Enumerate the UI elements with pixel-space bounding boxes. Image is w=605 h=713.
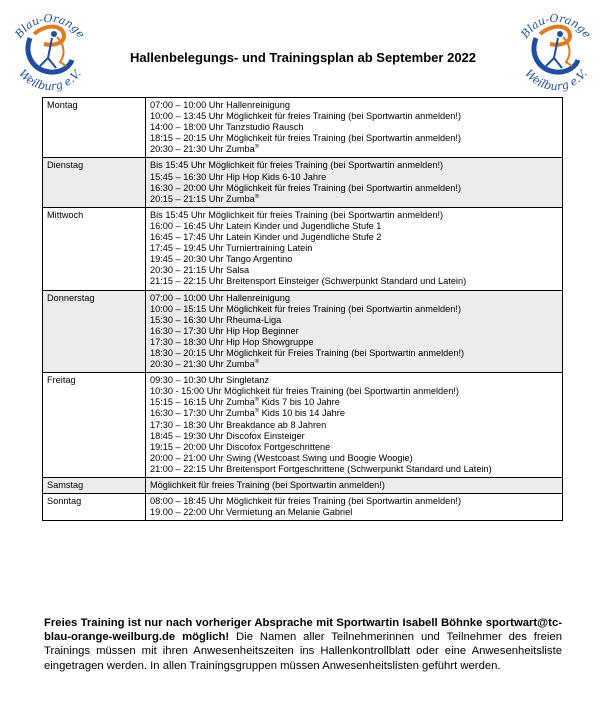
schedule-entry <box>150 315 558 326</box>
club-logo-left <box>4 4 96 94</box>
schedule-entry <box>150 122 558 133</box>
entries-cell <box>146 290 563 373</box>
schedule-entry <box>150 375 558 386</box>
entry-text: 20:15 – 21:15 Uhr Zumba <box>150 193 255 204</box>
schedule-row <box>43 290 563 373</box>
schedule-entry <box>150 464 558 475</box>
schedule-row <box>43 494 563 521</box>
entries-cell <box>146 98 563 158</box>
schedule-row <box>43 158 563 207</box>
entry-text: 09:30 – 10:30 Uhr Singletanz <box>150 375 270 386</box>
schedule-entry <box>150 431 558 442</box>
schedule-entry <box>150 507 558 518</box>
schedule-entry <box>150 276 558 287</box>
entries-cell <box>146 373 563 478</box>
registered-mark: ® <box>254 359 260 365</box>
entry-text: 17:45 – 19:45 Uhr Turniertraining Latein <box>150 243 313 254</box>
entry-text: 17:30 – 18:30 Uhr Hip Hop Showgruppe <box>150 336 314 347</box>
logo-text-top: Blau-Orange <box>518 11 594 41</box>
entry-text: 19:45 – 20:30 Uhr Tango Argentino <box>150 254 293 265</box>
schedule-entry <box>150 183 558 194</box>
entry-text: 16:45 – 17:45 Uhr Latein Kinder und Jugendliche Stufe 2 <box>150 232 382 243</box>
schedule-row <box>43 373 563 478</box>
entry-text: 19.00 – 22:00 Uhr Vermietung an Melanie Gabriel <box>150 507 353 518</box>
entry-text: 21:00 – 22:15 Uhr Breitensport Fortgeschrittene (Schwerpunkt Standard und Latein) <box>150 463 492 474</box>
schedule-entry <box>150 133 558 144</box>
entry-text: 08:00 – 18:45 Uhr Möglichkeit für freies Training (bei Sportwartin anmelden!) <box>150 496 462 507</box>
schedule-entry <box>150 210 558 221</box>
entry-text: 21:15 – 22:15 Uhr Breitensport Einsteiger (Schwerpunkt Standard und Latein) <box>150 276 467 287</box>
entry-text: 15:45 – 16:30 Uhr Hip Hop Kids 6-10 Jahre <box>150 171 327 182</box>
entry-text: 07:00 – 10:00 Uhr Hallenreinigung <box>150 100 290 110</box>
entry-text: Bis 15:45 Uhr Möglichkeit für freies Training (bei Sportwartin anmelden!) <box>150 160 444 171</box>
schedule-entry <box>150 408 558 419</box>
entry-text: 20:00 – 21:00 Uhr Swing (Westcoast Swing und Boogie Woogie) <box>150 452 413 463</box>
schedule-entry <box>150 359 558 370</box>
registered-mark: ® <box>254 408 260 415</box>
entry-text: 18:15 – 20:15 Uhr Möglichkeit für freies Training (bei Sportwartin anmelden!) <box>150 133 462 144</box>
schedule-entry <box>150 172 558 183</box>
schedule-entry <box>150 100 558 111</box>
schedule-row <box>43 98 563 158</box>
entry-text: 16:30 – 20:00 Uhr Möglichkeit für freies Training (bei Sportwartin anmelden!) <box>150 182 462 193</box>
schedule-row <box>43 207 563 290</box>
schedule-entry <box>150 232 558 243</box>
page-title: Hallenbelegungs- und Trainingsplan ab September 2022 <box>129 50 477 65</box>
entry-text: 18:45 – 19:30 Uhr Discofox Einsteiger <box>150 430 305 441</box>
schedule-entry <box>150 265 558 276</box>
entry-text-after: Kids 10 bis 14 Jahre <box>259 408 345 419</box>
entry-text: 16:30 – 17:30 Uhr Hip Hop Beginner <box>150 325 299 336</box>
entry-text: 15:30 – 16:30 Uhr Rheuma-Liga <box>150 314 282 325</box>
footer-text: Die Namen aller Teilnehmerinnen und Teilnehmer des freien Trainings müssen mit ihren Anwesenheitszeiten ins Hallenkontrollblatt oder eine Anwesenheitsliste eingetragen werden. In allen Trainingsgruppen müssen Anwesenheitslisten geführt werden. <box>44 631 562 672</box>
registered-mark: ® <box>254 193 260 200</box>
entry-text: 16:30 – 17:30 Uhr Zumba <box>150 408 255 419</box>
entry-text: Bis 15:45 Uhr Möglichkeit für freies Training (bei Sportwartin anmelden!) <box>150 209 444 220</box>
registered-mark: ® <box>254 397 260 404</box>
day-cell: Montag <box>43 98 146 158</box>
day-cell: Samstag <box>43 478 146 494</box>
entry-text: 10:00 – 15:15 Uhr Möglichkeit für freies Training (bei Sportwartin anmelden!) <box>150 303 462 314</box>
schedule-entry <box>150 160 558 171</box>
entry-text: 10:00 – 13:45 Uhr Möglichkeit für freies Training (bei Sportwartin anmelden!) <box>150 111 462 122</box>
schedule-entry <box>150 348 558 359</box>
schedule-entry <box>150 453 558 464</box>
schedule-entry <box>150 386 558 397</box>
entries-cell <box>146 478 563 494</box>
entry-text: Möglichkeit für freies Training (bei Sportwartin anmelden!) <box>150 480 385 490</box>
schedule-entry <box>150 326 558 337</box>
schedule-entry <box>150 194 558 205</box>
club-logo-right <box>510 4 602 94</box>
entry-text: 07:00 – 10:00 Uhr Hallenreinigung <box>150 292 290 303</box>
day-cell: Donnerstag <box>43 290 146 373</box>
schedule-table <box>42 97 563 521</box>
schedule-entry <box>150 397 558 408</box>
footer-bold-text: Freies Training ist nur nach vorheriger Absprache mit Sportwartin Isabell Böhnke sportwart@tc-blau-orange-weilburg.de möglich! <box>44 617 562 644</box>
schedule-entry <box>150 480 558 491</box>
day-cell: Dienstag <box>43 158 146 207</box>
entry-text: 17:30 – 18:30 Uhr Breakdance ab 8 Jahren <box>150 419 327 430</box>
entries-cell <box>146 158 563 207</box>
entry-text: 15:15 – 16:15 Uhr Zumba <box>150 397 255 408</box>
entry-text: 10:30 - 15:00 Uhr Möglichkeit für freies Training (bei Sportwartin anmelden!) <box>150 386 459 397</box>
entry-text: 18:30 – 20:15 Uhr Möglichkeit für Freies Training (bei Sportwartin anmelden!) <box>150 347 465 358</box>
entry-text: 20:30 – 21:30 Uhr Zumba <box>150 144 255 155</box>
schedule-entry <box>150 442 558 453</box>
logo-text-bottom: Weilburg e.V. <box>522 67 590 94</box>
entry-text-after: Kids 7 bis 10 Jahre <box>259 397 340 408</box>
entry-text: 16:00 – 16:45 Uhr Latein Kinder und Jugendliche Stufe 1 <box>150 220 382 231</box>
day-cell: Freitag <box>43 373 146 478</box>
schedule-entry <box>150 254 558 265</box>
entry-text: 20:30 – 21:15 Uhr Salsa <box>150 265 250 276</box>
entry-text: 14:00 – 18:00 Uhr Tanzstudio Rausch <box>150 122 304 133</box>
day-cell: Mittwoch <box>43 207 146 290</box>
schedule-entry <box>150 496 558 507</box>
registered-mark: ® <box>254 144 260 151</box>
schedule-entry <box>150 420 558 431</box>
schedule-entry <box>150 243 558 254</box>
schedule-row <box>43 478 563 494</box>
footer-note <box>44 616 562 673</box>
schedule-entry <box>150 144 558 155</box>
logo-text-bottom: Weilburg e.V. <box>16 67 84 94</box>
schedule-entry <box>150 221 558 232</box>
logo-text-top: Blau-Orange <box>12 11 88 41</box>
day-cell: Sonntag <box>43 494 146 521</box>
schedule-entry <box>150 304 558 315</box>
entries-cell <box>146 207 563 290</box>
entries-cell <box>146 494 563 521</box>
schedule-entry <box>150 337 558 348</box>
schedule-entry <box>150 111 558 122</box>
entry-text: 20:30 – 21:30 Uhr Zumba <box>150 359 255 370</box>
schedule-entry <box>150 293 558 304</box>
entry-text: 19:15 – 20:00 Uhr Discofox Fortgeschrittene <box>150 441 331 452</box>
